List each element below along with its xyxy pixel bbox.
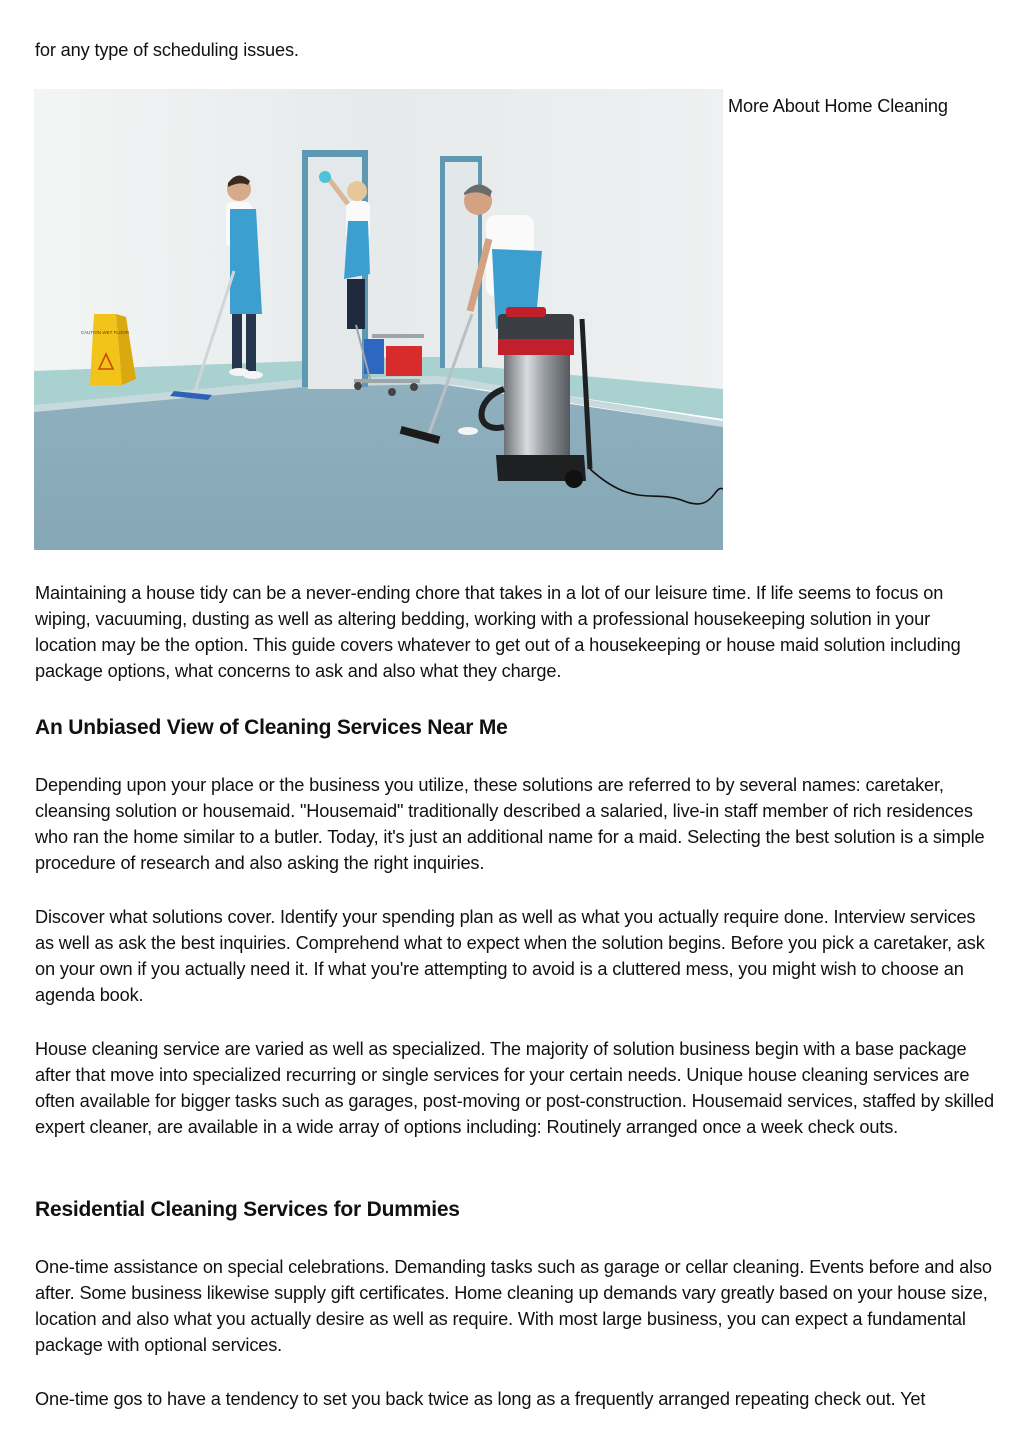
section-heading-residential-cleaning: Residential Cleaning Services for Dummies <box>35 1198 460 1221</box>
section-heading-unbiased-view: An Unbiased View of Cleaning Services Near Me <box>35 716 508 739</box>
more-about-home-cleaning-link[interactable]: More About Home Cleaning <box>728 96 948 116</box>
paragraph-one-time-visits: One-time gos to have a tendency to set you back twice as long as a frequently arranged repeating check out. Yet <box>35 1389 926 1409</box>
paragraph-discover-solutions: Discover what solutions cover. Identify your spending plan as well as what you actually require done. Interview services as well as ask the best inquiries. Comprehend what to expect when the solution begins. Before you pick a caretaker, ask on your own if you actually need it. If what you're attempting to avoid is a cluttered mess, you might wish to choose an agenda book. <box>35 907 985 1005</box>
intro-paragraph: Maintaining a house tidy can be a never-ending chore that takes in a lot of our leisure time. If life seems to focus on wiping, vacuuming, dusting as well as altering bedding, working with a professional housekeeping solution in your location may be the option. This guide covers whatever to get out of a housekeeping or house maid solution including package options, what concerns to ask and also what they charge. <box>35 583 961 681</box>
cleaning-crew-photo <box>34 89 723 550</box>
paragraph-service-names: Depending upon your place or the business you utilize, these solutions are referred to by several names: caretaker, cleansing solution or housemaid. "Housemaid" traditionally described a salaried, live-in staff member of rich residences who ran the home similar to a butler. Today, it's just an additional name for a maid. Selecting the best solution is a simple procedure of research and also asking the right inquiries. <box>35 775 985 873</box>
svg-text:CAUTION WET FLOOR: CAUTION WET FLOOR <box>80 330 130 335</box>
paragraph-varied-services: House cleaning service are varied as well as specialized. The majority of solution business begin with a base package after that move into specialized recurring or single services for your certain needs. Unique house cleaning services are often available for bigger tasks such as garages, post-moving or post-construction. Housemaid services, staffed by skilled expert cleaner, are available in a wide array of options including: Routinely arranged once a week check outs. <box>35 1039 994 1137</box>
paragraph-one-time-assistance: One-time assistance on special celebrations. Demanding tasks such as garage or cellar cleaning. Events before and also after. Some business likewise supply gift certificates. Home cleaning up demands vary greatly based on your house size, location and also what you actually desire as well as require. With most large business, you can expect a fundamental package with optional services. <box>35 1257 992 1355</box>
intro-fragment: for any type of scheduling issues. <box>35 40 299 60</box>
